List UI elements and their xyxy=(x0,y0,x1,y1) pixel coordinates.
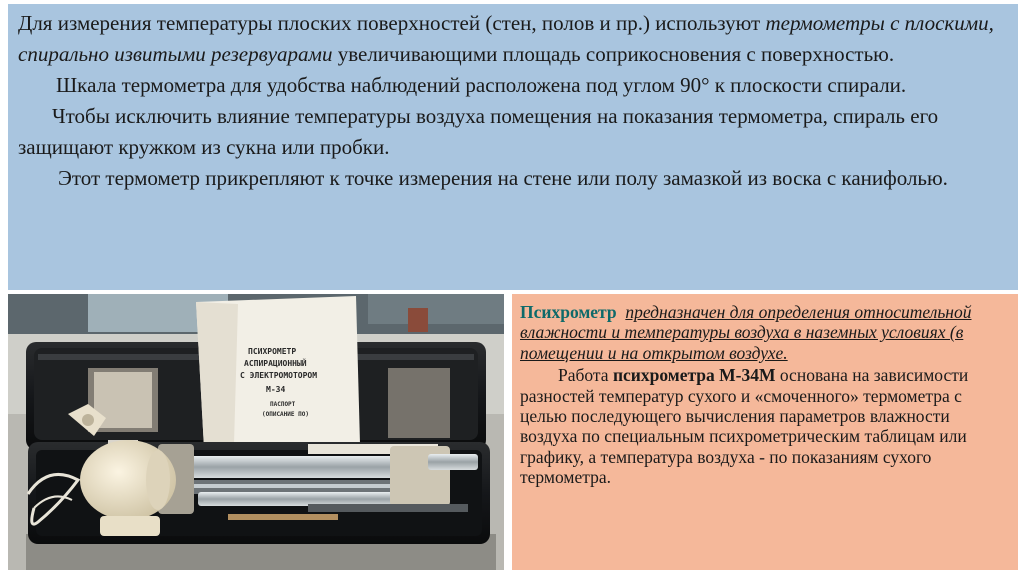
text-segment: основана на зависимости разностей температур сухого и «смоченного» термометра с целью последующего вычисления параметров влажности воздуха по специальным психрометрическим таблицам или графику, а температура воздуха - по показаниям сухого термометра. xyxy=(520,365,969,488)
paragraph-protection: Чтобы исключить влияние температуры воздуха помещения на показания термометра, спираль его защищают кружком из сукна или пробки. xyxy=(18,104,939,159)
photo-label-line: М-34 xyxy=(266,385,286,394)
photo-label-line: С ЭЛЕКТРОМОТОРОМ xyxy=(240,371,318,380)
photo-label-line: ПСИХРОМЕТР xyxy=(248,347,297,356)
text-segment: увеличивающими площадь соприкосновения с поверхностью. xyxy=(332,42,895,66)
model-name: психрометра М-34М xyxy=(612,365,776,386)
psychrometer-photo-illustration xyxy=(8,294,504,570)
definition-text: предназначен для определения относительной влажности и температуры воздуха в наземных условиях (в помещении и на открытом воздухе. xyxy=(520,302,972,363)
intro-text-panel xyxy=(8,4,1018,290)
psychrometer-operation xyxy=(520,365,1010,487)
photo-label-line: (ОПИСАНИЕ ПО) xyxy=(262,411,309,418)
psychrometer-definition xyxy=(520,302,1010,363)
term-psychrometer: Психрометр xyxy=(520,302,617,322)
italic-emphasis: термометры с плоскими, спирально извитыми резервуарами xyxy=(18,11,994,66)
text-segment: Для измерения температуры плоских поверхностей (стен, полов и пр.) используют xyxy=(18,11,766,35)
photo-label-line: АСПИРАЦИОННЫЙ xyxy=(244,359,307,368)
paragraph-flat-surfaces xyxy=(18,8,1008,70)
psychrometer-description-panel xyxy=(512,294,1018,570)
psychrometer-photo xyxy=(8,294,504,570)
paragraph-attachment: Этот термометр прикрепляют к точке измерения на стене или полу замазкой из воска с канифолью. xyxy=(58,166,948,190)
paragraph-scale: Шкала термометра для удобства наблюдений расположена под углом 90° к плоскости спирали. xyxy=(56,73,907,97)
text-segment: Работа xyxy=(558,365,613,386)
photo-label-line: ПАСПОРТ xyxy=(270,401,296,408)
